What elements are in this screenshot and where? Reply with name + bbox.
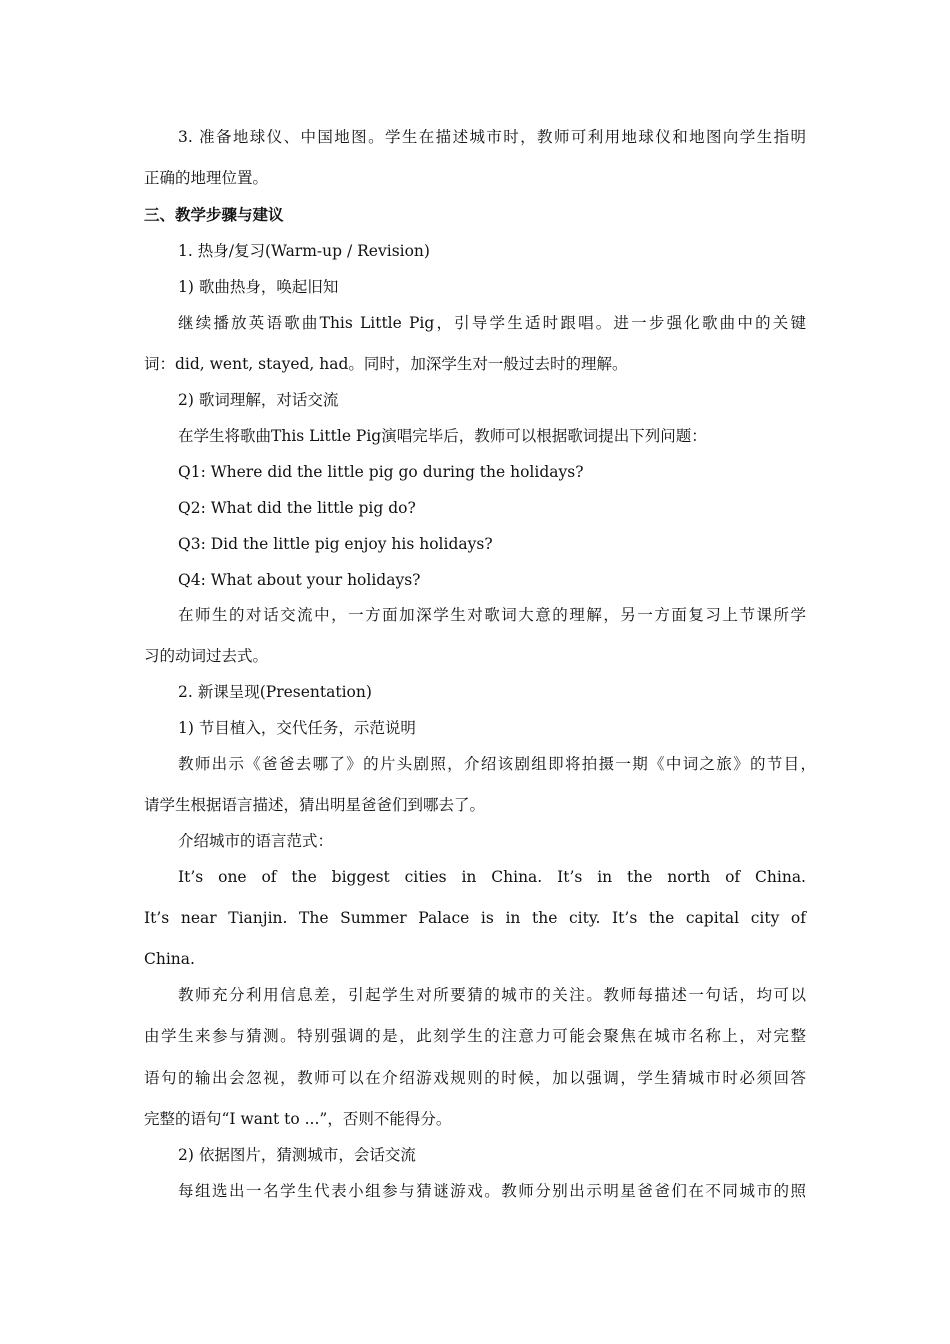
- step-heading: 1) 节目植入，交代任务，示范说明: [178, 719, 416, 737]
- paragraph-line: 请学生根据语言描述，猜出明星爸爸们到哪去了。: [144, 796, 486, 814]
- paragraph-line: 继续播放英语歌曲This Little Pig，引导学生适时跟唱。进一步强化歌曲中的关键: [178, 314, 806, 332]
- example-line: China.: [144, 950, 195, 968]
- step-heading: 2) 歌词理解，对话交流: [178, 391, 339, 409]
- paragraph-line: 由学生来参与猜测。特别强调的是，此刻学生的注意力可能会聚焦在城市名称上，对完整: [144, 1027, 806, 1045]
- question-line: Q4: What about your holidays?: [178, 571, 421, 589]
- example-line: It’s near Tianjin. The Summer Palace is in the city. It’s the capital city of: [144, 909, 806, 927]
- question-line: Q2: What did the little pig do?: [178, 499, 416, 517]
- paragraph-line: 完整的语句“I want to ...”，否则不能得分。: [144, 1110, 452, 1128]
- step-heading: 2) 依据图片，猜测城市，会话交流: [178, 1146, 416, 1164]
- paragraph-line: 在师生的对话交流中，一方面加深学生对歌词大意的理解，另一方面复习上节课所学: [178, 606, 806, 624]
- paragraph-line: 在学生将歌曲This Little Pig演唱完毕后，教师可以根据歌词提出下列问题：: [178, 427, 707, 445]
- example-line: It’s one of the biggest cities in China. It’s in the north of China.: [178, 868, 806, 886]
- paragraph-line: 3. 准备地球仪、中国地图。学生在描述城市时，教师可利用地球仪和地图向学生指明: [178, 128, 806, 146]
- step-heading: 1) 歌曲热身，唤起旧知: [178, 278, 339, 296]
- paragraph-line: 语句的输出会忽视，教师可以在介绍游戏规则的时候，加以强调，学生猜城市时必须回答: [144, 1069, 806, 1087]
- paragraph-line: 每组选出一名学生代表小组参与猜谜游戏。教师分别出示明星爸爸们在不同城市的照: [178, 1182, 806, 1200]
- paragraph-line: 词：did, went, stayed, had。同时，加深学生对一般过去时的理解。: [144, 355, 628, 373]
- subsection-heading: 2. 新课呈现(Presentation): [178, 683, 372, 701]
- paragraph-line: 习的动词过去式。: [144, 647, 269, 665]
- section-heading: 三、教学步骤与建议: [144, 206, 284, 224]
- paragraph-line: 教师充分利用信息差，引起学生对所要猜的城市的关注。教师每描述一句话，均可以: [178, 986, 806, 1004]
- paragraph-line: 教师出示《爸爸去哪了》的片头剧照，介绍该剧组即将拍摄一期《中词之旅》的节目，: [178, 755, 816, 773]
- paragraph-line: 介绍城市的语言范式：: [178, 832, 334, 850]
- subsection-heading: 1. 热身/复习(Warm-up / Revision): [178, 242, 430, 260]
- paragraph-line: 正确的地理位置。: [144, 169, 269, 187]
- question-line: Q3: Did the little pig enjoy his holidays?: [178, 535, 493, 553]
- question-line: Q1: Where did the little pig go during the holidays?: [178, 463, 584, 481]
